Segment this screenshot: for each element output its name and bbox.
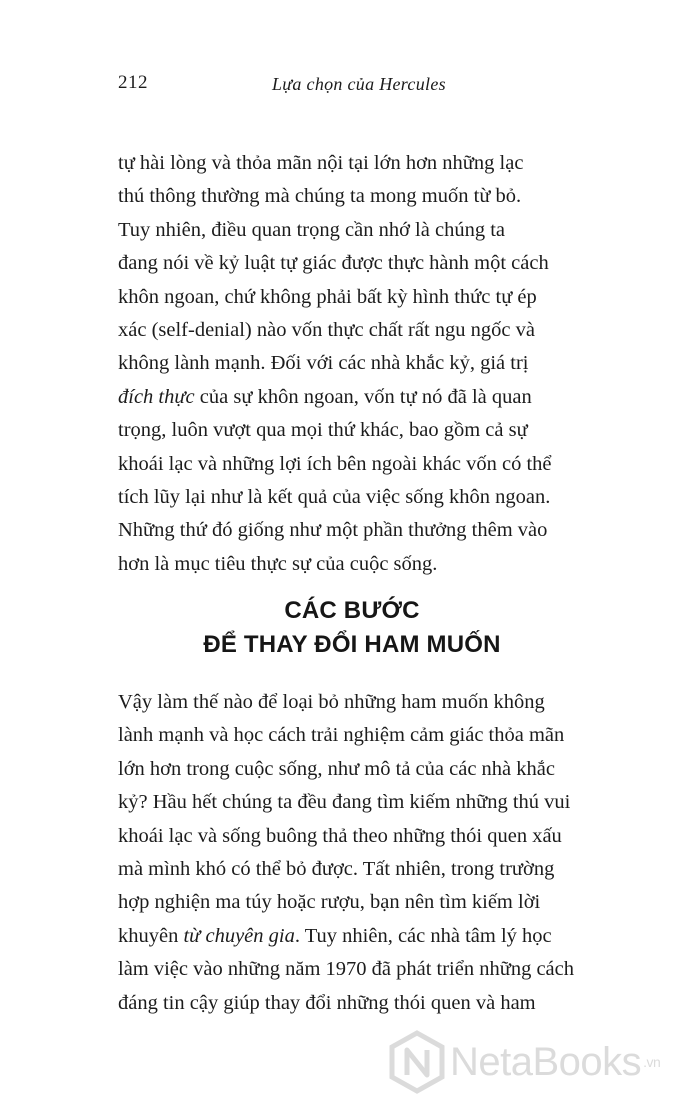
italic-emphasis: từ chuyên gia <box>183 924 295 947</box>
page-number: 212 <box>118 72 148 93</box>
text-fragment: khuyên <box>118 924 179 947</box>
text-line <box>118 381 586 414</box>
watermark-brand: NetaBooks <box>450 1039 642 1084</box>
text-fragment: . Tuy nhiên, các nhà tâm lý học <box>294 924 552 947</box>
hexagon-n-logo-icon <box>388 1030 446 1094</box>
text-line: Vậy làm thế nào để loại bỏ những ham muốn không <box>118 691 545 713</box>
section-heading <box>118 594 586 662</box>
text-line: khoái lạc và những lợi ích bên ngoài khác vốn có thể <box>118 452 552 475</box>
text-line: hợp nghiện ma túy hoặc rượu, bạn nên tìm kiếm lời <box>118 891 541 914</box>
text-fragment: của sự khôn ngoan, vốn tự nó đã là quan <box>199 385 532 408</box>
text-line <box>118 920 586 953</box>
section-heading-line-2: ĐỂ THAY ĐỔI HAM MUỐN <box>203 631 501 658</box>
text-line: thú thông thường mà chúng ta mong muốn từ bỏ. <box>118 185 522 208</box>
text-line: kỷ? Hầu hết chúng ta đều đang tìm kiếm những thú vui <box>118 791 571 814</box>
text-line: đáng tin cậy giúp thay đổi những thói quen và ham <box>118 991 536 1014</box>
watermark-suffix: .vn <box>643 1054 661 1070</box>
text-line: tự hài lòng và thỏa mãn nội tại lớn hơn những lạc <box>118 152 524 174</box>
text-line: tích lũy lại như là kết quả của việc sống khôn ngoan. <box>118 486 551 509</box>
text-line: không lành mạnh. Đối với các nhà khắc kỷ, giá trị <box>118 352 529 375</box>
text-line: Những thứ đó giống như một phần thưởng thêm vào <box>118 519 548 542</box>
section-heading-line-1: CÁC BƯỚC <box>284 597 420 624</box>
body-paragraph-2 <box>118 686 586 1020</box>
text-line: lớn hơn trong cuộc sống, như mô tả của các nhà khắc <box>118 757 555 780</box>
text-line: trọng, luôn vượt qua mọi thứ khác, bao gồm cả sự <box>118 419 528 442</box>
running-title: Lựa chọn của Hercules <box>272 74 446 94</box>
italic-emphasis: đích thực <box>118 385 195 408</box>
text-line: lành mạnh và học cách trải nghiệm cảm giác thỏa mãn <box>118 724 565 747</box>
text-line: xác (self-denial) nào vốn thực chất rất ngu ngốc và <box>118 319 535 342</box>
text-line: Tuy nhiên, điều quan trọng cần nhớ là chúng ta <box>118 218 505 241</box>
text-line: mà mình khó có thể bỏ được. Tất nhiên, trong trường <box>118 858 555 881</box>
text-line: hơn là mục tiêu thực sự của cuộc sống. <box>118 552 438 575</box>
watermark <box>388 1030 660 1094</box>
text-line: khôn ngoan, chứ không phải bất kỳ hình thức tự ép <box>118 285 537 308</box>
body-paragraph-1 <box>118 147 586 581</box>
text-line: khoái lạc và sống buông thả theo những thói quen xấu <box>118 824 562 847</box>
text-line: làm việc vào những năm 1970 đã phát triển những cách <box>118 958 575 981</box>
text-line: đang nói về kỷ luật tự giác được thực hành một cách <box>118 252 549 275</box>
